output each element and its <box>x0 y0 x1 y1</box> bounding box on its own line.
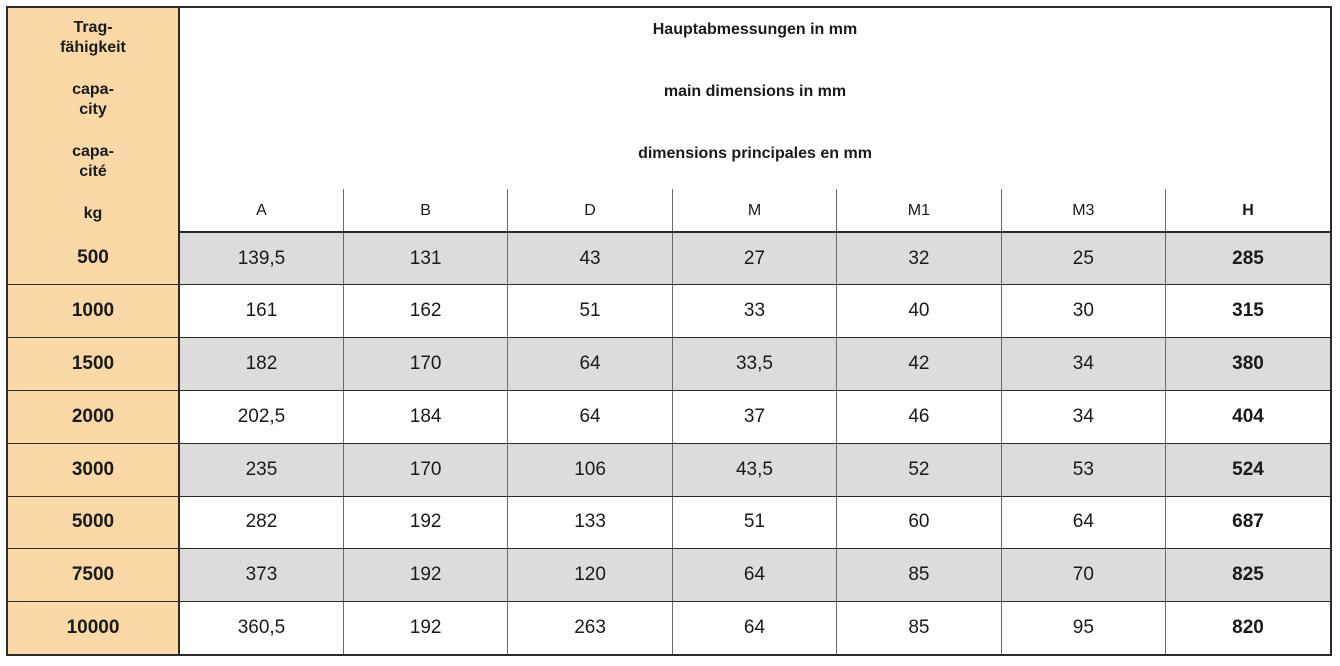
dimension-cell-h: 687 <box>1166 496 1330 549</box>
header-title-row <box>8 8 1330 189</box>
dimension-cell-b: 170 <box>343 338 507 391</box>
title-english: main dimensions in mm <box>663 83 847 100</box>
capacity-header-line: cité <box>79 163 107 180</box>
dimension-cell-m: 37 <box>672 391 836 444</box>
dimension-cell-b: 170 <box>343 443 507 496</box>
dimension-cell-d: 64 <box>508 338 672 391</box>
dimension-cell-h: 404 <box>1166 391 1330 444</box>
dimension-cell-m3: 30 <box>1001 285 1165 338</box>
capacity-cell: 3000 <box>8 443 179 496</box>
column-header-d: D <box>508 189 672 232</box>
dimension-cell-b: 162 <box>343 285 507 338</box>
dimension-cell-d: 106 <box>508 443 672 496</box>
capacity-cell: 1500 <box>8 338 179 391</box>
dimension-cell-m3: 53 <box>1001 443 1165 496</box>
dimension-cell-a: 182 <box>179 338 343 391</box>
capacity-cell: 1000 <box>8 285 179 338</box>
dimension-cell-m3: 34 <box>1001 391 1165 444</box>
dimension-cell-a: 161 <box>179 285 343 338</box>
dimension-cell-b: 192 <box>343 496 507 549</box>
dimension-cell-d: 263 <box>508 602 672 654</box>
column-header-a: A <box>179 189 343 232</box>
dimension-cell-b: 192 <box>343 602 507 654</box>
table-row <box>8 338 1330 391</box>
dimension-cell-m3: 95 <box>1001 602 1165 654</box>
dimension-cell-m3: 70 <box>1001 549 1165 602</box>
dimension-cell-d: 133 <box>508 496 672 549</box>
dimension-cell-a: 202,5 <box>179 391 343 444</box>
dimension-cell-m: 27 <box>672 232 836 285</box>
capacity-header-line: Trag- <box>73 19 113 36</box>
dimension-cell-m: 64 <box>672 549 836 602</box>
column-header-row <box>8 189 1330 232</box>
table-row <box>8 285 1330 338</box>
dimension-cell-h: 315 <box>1166 285 1330 338</box>
dimension-cell-m: 33,5 <box>672 338 836 391</box>
title-german: Hauptabmessungen in mm <box>652 21 858 38</box>
dimension-cell-m: 33 <box>672 285 836 338</box>
dimension-cell-m: 51 <box>672 496 836 549</box>
dimensions-table-frame <box>6 6 1332 656</box>
dimension-cell-h: 524 <box>1166 443 1330 496</box>
dimension-cell-b: 192 <box>343 549 507 602</box>
table-row <box>8 496 1330 549</box>
capacity-header-en <box>8 80 178 120</box>
capacity-cell: 10000 <box>8 602 179 654</box>
column-header-h: H <box>1166 189 1330 232</box>
dimension-cell-h: 820 <box>1166 602 1330 654</box>
capacity-header-de <box>8 18 178 58</box>
capacity-cell: 2000 <box>8 391 179 444</box>
dimension-cell-m1: 46 <box>837 391 1001 444</box>
capacity-header-line: capa- <box>72 143 114 160</box>
column-header-m1: M1 <box>837 189 1001 232</box>
capacity-cell: 7500 <box>8 549 179 602</box>
table-row <box>8 391 1330 444</box>
dimension-cell-d: 51 <box>508 285 672 338</box>
column-header-b: B <box>343 189 507 232</box>
dimension-cell-m3: 34 <box>1001 338 1165 391</box>
capacity-cell: 500 <box>8 232 179 285</box>
dimension-cell-h: 825 <box>1166 549 1330 602</box>
capacity-header <box>8 8 179 232</box>
capacity-cell: 5000 <box>8 496 179 549</box>
capacity-header-line: fähigkeit <box>60 39 126 56</box>
dimension-cell-a: 373 <box>179 549 343 602</box>
dimension-cell-m: 64 <box>672 602 836 654</box>
table-row <box>8 443 1330 496</box>
dimension-cell-a: 235 <box>179 443 343 496</box>
dimension-cell-m1: 42 <box>837 338 1001 391</box>
dimension-cell-h: 380 <box>1166 338 1330 391</box>
dimension-cell-m1: 85 <box>837 549 1001 602</box>
capacity-header-line: capa- <box>72 81 114 98</box>
dimension-cell-m1: 85 <box>837 602 1001 654</box>
dimension-cell-m: 43,5 <box>672 443 836 496</box>
dimension-cell-a: 360,5 <box>237 617 286 639</box>
column-header-m3: M3 <box>1001 189 1165 232</box>
column-header-m: M <box>672 189 836 232</box>
dimension-cell-d: 64 <box>508 391 672 444</box>
title-french: dimensions principales en mm <box>638 145 872 162</box>
dimension-cell-h: 285 <box>1166 232 1330 285</box>
dimension-cell-m1: 40 <box>837 285 1001 338</box>
table-row <box>8 232 1330 285</box>
capacity-header-line: city <box>79 101 107 118</box>
dimension-cell-d: 43 <box>508 232 672 285</box>
dimension-cell-m1: 32 <box>837 232 1001 285</box>
dimension-cell-a: 282 <box>179 496 343 549</box>
dimension-cell-m1: 52 <box>837 443 1001 496</box>
dimension-cell-m3: 25 <box>1001 232 1165 285</box>
dimension-cell-a: 139,5 <box>179 232 343 285</box>
dimension-cell-d: 120 <box>508 549 672 602</box>
dimension-cell-b: 184 <box>343 391 507 444</box>
dimensions-table <box>8 8 1330 654</box>
capacity-header-unit: kg <box>83 205 103 222</box>
dimension-cell-m3: 64 <box>1001 496 1165 549</box>
main-dimensions-title <box>179 8 1330 189</box>
table-row <box>8 602 1330 654</box>
table-row <box>8 549 1330 602</box>
dimension-cell-b: 131 <box>343 232 507 285</box>
capacity-header-fr <box>8 142 178 182</box>
dimension-cell-m1: 60 <box>837 496 1001 549</box>
